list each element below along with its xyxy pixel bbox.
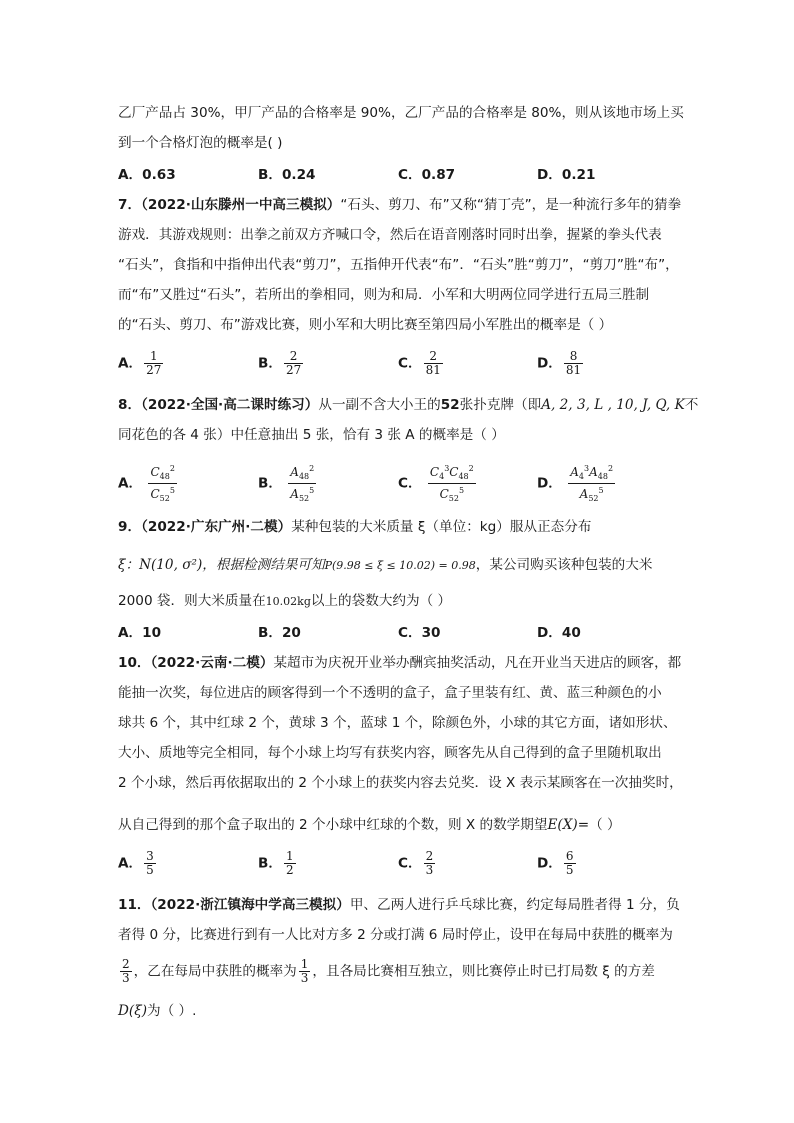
q10-option-d: D． $\frac{6}{5}$	[537, 849, 574, 877]
q9-option-c: C．30	[398, 625, 441, 641]
q6-line-2: 到一个合格灯泡的概率是( )	[118, 135, 283, 151]
fraction: $\frac{2}{3}$	[425, 849, 434, 877]
q11-line-3: $\frac{2}{3}$ ，乙在每局中获胜的概率为 $\frac{1}{3}$ ，且各局比赛相互独立，则比赛停止时已打局数 ξ 的方差	[122, 957, 655, 985]
fraction: $\frac{2}{27}$	[285, 349, 302, 377]
q7-line-1: 7．（2022·山东滕州一中高三模拟）“石头、剪刀、布”又称“猜丁壳”，是一种流行多年的猜拳	[118, 197, 682, 213]
q9-line-2: ξ：N(10, σ²)，根据检测结果可知P(9.98 ≤ ξ ≤ 10.02) = 0.98，某公司购买该种包装的大米	[118, 557, 653, 573]
q7-line-2: 游戏．其游戏规则：出拳之前双方齐喊口令，然后在语音刚落时同时出拳，握紧的拳头代表	[118, 227, 662, 243]
q10-option-c: C． $\frac{2}{3}$	[398, 849, 434, 877]
q10-line-2: 能抽一次奖，每位进店的顾客得到一个不透明的盒子，盒子里装有红、黄、蓝三种颜色的小	[118, 685, 662, 701]
fraction: $\frac{A_{48}^2}{A_{52}^5}$	[290, 464, 315, 503]
fraction: $\frac{2}{3}$	[122, 957, 130, 985]
fraction: $\frac{6}{5}$	[565, 849, 574, 877]
q7-line-3: “石头”，食指和中指伸出代表“剪刀”，五指伸开代表“布”．“石头”胜“剪刀”，“剪刀”胜“布”，	[118, 257, 679, 273]
fraction: $\frac{8}{81}$	[565, 349, 582, 377]
fraction: $\frac{1}{3}$	[300, 957, 309, 985]
q10-option-a: A． $\frac{3}{5}$	[118, 849, 154, 877]
q9-option-d: D．40	[537, 625, 581, 641]
q8-option-d: D． $\frac{A_4^3A_{48}^2}{A_{52}^5}$	[537, 464, 614, 503]
q10-line-4: 大小、质地等完全相同，每个小球上均写有获奖内容，顾客先从自己得到的盒子里随机取出	[118, 745, 662, 761]
q9-line-1: 9．（2022·广东广州·二模）某种包装的大米质量 ξ（单位：kg）服从正态分布	[118, 519, 592, 535]
fraction: $\frac{2}{81}$	[425, 349, 441, 377]
fraction: $\frac{1}{27}$	[146, 349, 162, 377]
fraction: $\frac{3}{5}$	[146, 849, 154, 877]
q7-line-4: 而“布”又胜过“石头”，若所出的拳相同，则为和局．小军和大明两位同学进行五局三胜制	[118, 287, 650, 303]
fraction: $\frac{C_{48}^2}{C_{52}^5}$	[150, 464, 175, 503]
fraction: $\frac{1}{2}$	[285, 849, 294, 877]
q6-option-d: D．0.21	[537, 167, 596, 183]
q10-line-5: 2 个小球，然后再依据取出的 2 个小球上的获奖内容去兑奖．设 X 表示某顾客在一次抽奖时，	[118, 775, 683, 791]
q8-line-1: 8．（2022·全国·高二课时练习）从一副不含大小王的52张扑克牌（即A, 2, 3, L , 10, J, Q, K不	[118, 397, 699, 413]
q11-line-4: D(ξ)为（ ）.	[118, 1003, 197, 1019]
q9-option-b: B．20	[258, 625, 301, 641]
q8-option-c: C． $\frac{C_4^3C_{48}^2}{C_{52}^5}$	[398, 464, 474, 503]
q6-option-c: C．0.87	[398, 167, 456, 183]
q10-line-3: 球共 6 个，其中红球 2 个，黄球 3 个，蓝球 1 个，除颜色外，小球的其它方面，诸如形状、	[118, 715, 677, 731]
q7-option-a: A． $\frac{1}{27}$	[118, 349, 162, 377]
q8-option-b: B． $\frac{A_{48}^2}{A_{52}^5}$	[258, 464, 315, 503]
q9-line-3: 2000 袋．则大米质量在10.02kg以上的袋数大约为（ ）	[118, 593, 452, 609]
q8-line-2: 同花色的各 4 张）中任意抽出 5 张，恰有 3 张 A 的概率是（ ）	[118, 427, 505, 443]
q7-line-5: 的“石头、剪刀、布”游戏比赛，则小军和大明比赛至第四局小军胜出的概率是（ ）	[118, 317, 613, 333]
q7-option-c: C． $\frac{2}{81}$	[398, 349, 441, 377]
q7-option-b: B． $\frac{2}{27}$	[258, 349, 302, 377]
q11-line-2: 者得 0 分，比赛进行到有一人比对方多 2 分或打满 6 局时停止，设甲在每局中获胜的概率为	[118, 927, 673, 943]
q7-option-d: D． $\frac{8}{81}$	[537, 349, 582, 377]
q9-option-a: A．10	[118, 625, 162, 641]
fraction: $\frac{A_4^3A_{48}^2}{A_{52}^5}$	[570, 464, 614, 503]
q10-line-1: 10．（2022·云南·二模）某超市为庆祝开业举办酬宾抽奖活动，凡在开业当天进店的顾客，都	[118, 655, 682, 671]
q10-line-6: 从自己得到的那个盒子取出的 2 个小球中红球的个数，则 X 的数学期望E(X)=（ ）	[118, 817, 621, 833]
q8-option-a: A． $\frac{C_{48}^2}{C_{52}^5}$	[118, 464, 175, 503]
fraction: $\frac{C_4^3C_{48}^2}{C_{52}^5}$	[429, 464, 474, 503]
q6-line-1: 乙厂产品占 30%，甲厂产品的合格率是 90%，乙厂产品的合格率是 80%，则从该地市场上买	[118, 105, 684, 121]
q6-option-a: A．0.63	[118, 167, 176, 183]
q6-option-b: B．0.24	[258, 167, 316, 183]
q11-line-1: 11．（2022·浙江镇海中学高三模拟）甲、乙两人进行乒乓球比赛，约定每局胜者得 1 分，负	[118, 897, 680, 913]
q10-option-b: B． $\frac{1}{2}$	[258, 849, 294, 877]
